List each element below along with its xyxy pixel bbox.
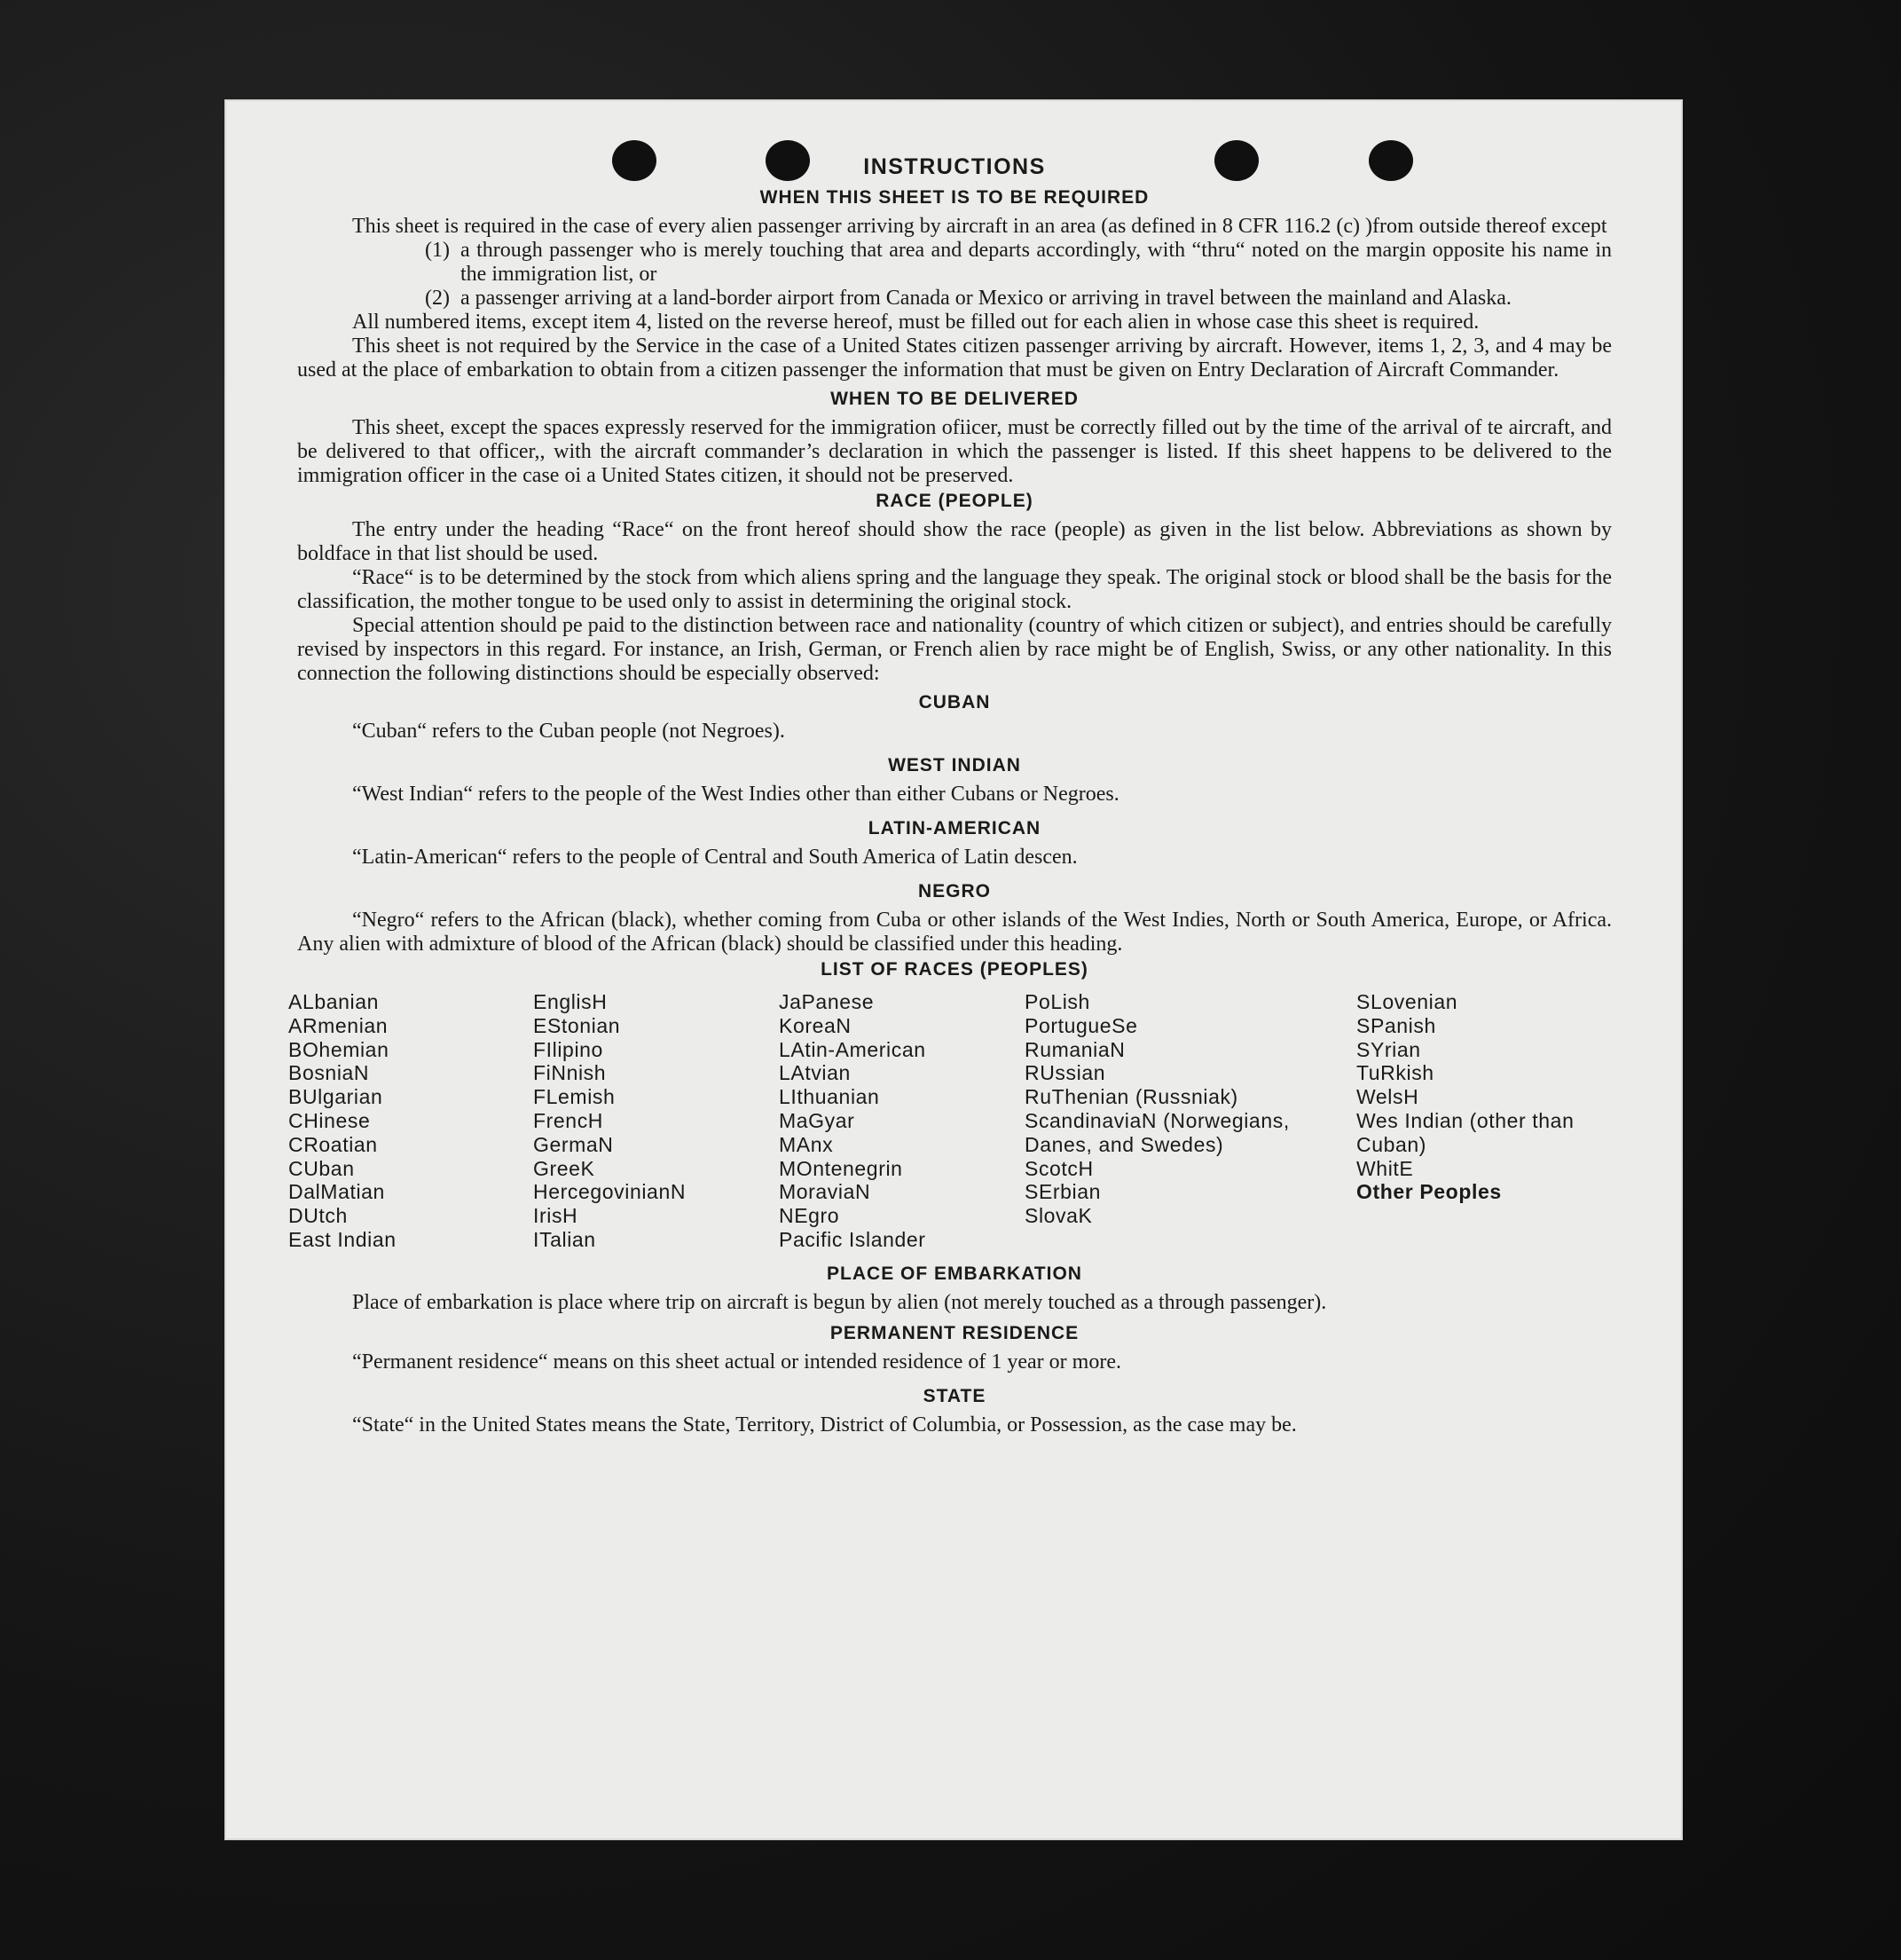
race-entry: WhitE [1356,1156,1414,1180]
race-entry: FLemish [533,1085,616,1109]
race-entry: EStonian [533,1013,621,1037]
paragraph: This sheet is required in the case of every alien passenger arriving by aircraft in an area (as defined in 8 CFR 116.2 (c) )from outside thereof except [352,215,1607,238]
race-entry: JaPanese [779,990,875,1013]
paragraph: “West Indian“ refers to the people of the West Indies other than either Cubans or Negroes. [352,783,1119,806]
section-heading: WHEN TO BE DELIVERED [830,389,1079,409]
race-entry: PortugueSe [1025,1013,1138,1037]
race-entry: LIthuanian [779,1085,880,1109]
races-column [1025,990,1356,1252]
race-entry: GermaN [533,1132,614,1156]
race-entry: ITalian [533,1227,596,1251]
race-entry: GreeK [533,1156,595,1180]
race-entry: BUlgarian [288,1085,383,1109]
paragraph: All numbered items, except item 4, listed on the reverse hereof, must be filled out for each alien in whose case this sheet is required. [352,311,1480,334]
race-entry: MaGyar [779,1108,855,1132]
section-heading: NEGRO [917,881,991,901]
page-title: INSTRUCTIONS [863,154,1046,179]
races-list [288,990,1612,1252]
race-entry: MoraviaN [779,1180,871,1204]
race-entry: East Indian [288,1227,397,1251]
race-entry: BOhemian [288,1037,389,1061]
paragraph: “State“ in the United States means the State, Territory, District of Columbia, or Possession, as the case may be. [352,1413,1297,1437]
race-entry: SLovenian [1356,990,1458,1013]
item-number: (1) [425,239,450,262]
race-entry: EnglisH [533,990,608,1013]
item-text: a through passenger who is merely touching that area and departs accordingly, with “thru“ noted on the margin opposite his name in the immigration list, or [460,239,1612,286]
section-heading: WEST INDIAN [888,755,1021,775]
section-heading: PERMANENT RESIDENCE [829,1322,1080,1343]
race-entry: ARmenian [288,1013,389,1037]
section-heading: CUBAN [918,692,991,712]
paragraph: This sheet is not required by the Service in the case of a United States citizen passenger arriving by aircraft. However, items 1, 2, 3, and 4 may be used at the place of embarkation to obtain from a citizen passenger the information that must be given on Entry Declaration of Aircraft Commander. [297,335,1612,382]
race-entry: SErbian [1025,1180,1102,1204]
race-entry: FIlipino [533,1037,603,1061]
race-entry: RUssian [1025,1061,1106,1085]
races-column [288,990,533,1252]
paragraph: Place of embarkation is place where trip on aircraft is begun by alien (not merely touched as a through passenger). [352,1290,1327,1314]
race-entry: CUban [288,1156,355,1180]
races-column [533,990,779,1252]
paragraph: The entry under the heading “Race“ on the front hereof should show the race (people) as given in the list below. Abbreviations as shown by boldface in that list should be used. [297,518,1612,565]
race-entry: LAtin-American [779,1037,926,1061]
race-entry: Pacific Islander [779,1227,926,1251]
race-entry: CRoatian [288,1132,378,1156]
race-entry: LAtvian [779,1061,851,1085]
paragraph: “Negro“ refers to the African (black), whether coming from Cuba or other islands of the West Indies, North or South America, Europe, or Africa. Any alien with admixture of blood of the African (black) should be classified under this heading. [297,909,1612,956]
paragraph: “Cuban“ refers to the Cuban people (not Negroes). [352,720,785,743]
race-entry: DalMatian [288,1180,385,1204]
instruction-sheet [226,101,1681,1838]
paragraph: This sheet, except the spaces expressly reserved for the immigration ofiicer, must be correctly filled out by the time of the arrival of te aircraft, and be delivered to that officer,, with the aircraft commander’s declaration in which the passenger is listed. If this sheet happens to be delivered to the immigration officer in the case oi a United States citizen, it should not be preserved. [297,416,1612,487]
race-entry: MOntenegrin [779,1156,903,1180]
item-text: a passenger arriving at a land-border airport from Canada or Mexico or arriving in travel between the mainland and Alaska. [460,287,1512,310]
race-entry: FiNnish [533,1061,607,1085]
sheet-content [288,153,1612,1437]
race-entry: ScandinaviaN (Norwegians, Danes, and Swedes) [1025,1108,1290,1156]
section-heading: RACE (PEOPLE) [876,491,1033,511]
race-entry: KoreaN [779,1013,852,1037]
race-entry: ALbanian [288,990,379,1013]
race-entry: DUtch [288,1204,348,1228]
race-entry: NEgro [779,1204,840,1228]
race-entry: TuRkish [1356,1061,1434,1085]
paragraph: “Latin-American“ refers to the people of Central and South America of Latin descen. [352,846,1078,869]
item-number: (2) [425,287,450,310]
race-entry: SPanish [1356,1013,1436,1037]
race-entry: Other Peoples [1356,1180,1502,1204]
race-entry: FrencH [533,1108,604,1132]
section-heading: STATE [923,1385,986,1406]
paragraph: Special attention should pe paid to the distinction between race and nationality (country of which citizen or subject), and entries should be carefully revised by inspectors in this regard. For instance, an Irish, German, or French alien by race might be of English, Swiss, or any other nationality. In this connection the following distinctions should be especially observed: [297,614,1612,685]
race-entry: BosniaN [288,1061,370,1085]
race-entry: RumaniaN [1025,1037,1126,1061]
list-item [425,239,1612,287]
paragraph: “Permanent residence“ means on this sheet actual or intended residence of 1 year or more. [352,1350,1121,1374]
race-entry: SlovaK [1025,1204,1093,1228]
race-entry: HercegovinianN [533,1180,687,1204]
race-entry: RuThenian (Russniak) [1025,1085,1238,1109]
section-heading: LATIN-AMERICAN [868,818,1041,838]
race-entry: PoLish [1025,990,1090,1013]
race-entry: CHinese [288,1108,371,1132]
paragraph: “Race“ is to be determined by the stock from which aliens spring and the language they speak. The original stock or blood shall be the basis for the classification, the mother tongue to be used only to assist in determining the original stock. [297,566,1612,613]
races-column [1356,990,1612,1252]
list-item [425,287,1612,311]
race-entry: Wes Indian (other than Cuban) [1356,1108,1575,1156]
race-entry: MAnx [779,1132,834,1156]
races-column [779,990,1025,1252]
race-entry: SYrian [1356,1037,1421,1061]
section-heading: PLACE OF EMBARKATION [827,1263,1082,1284]
race-entry: IrisH [533,1204,578,1228]
race-entry: ScotcH [1025,1156,1094,1180]
section-heading: LIST OF RACES (PEOPLES) [821,959,1088,980]
race-entry: WelsH [1356,1085,1419,1109]
section-heading: WHEN THIS SHEET IS TO BE REQUIRED [759,187,1150,208]
